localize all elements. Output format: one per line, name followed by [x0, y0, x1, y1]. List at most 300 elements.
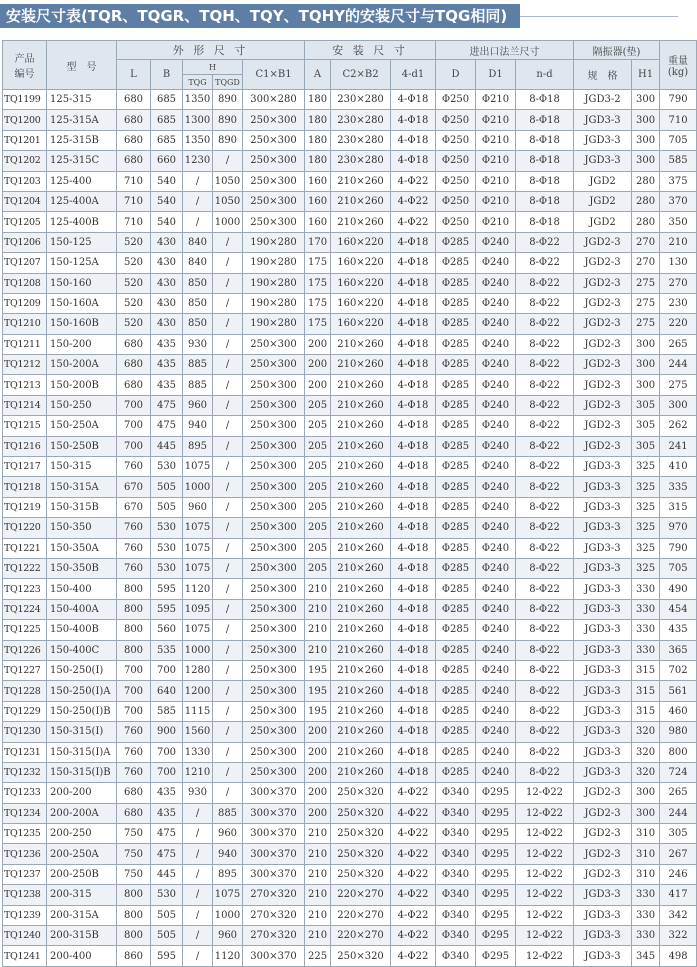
- cell-n-d1: 4-Φ18: [391, 293, 436, 313]
- cell-weight: 275: [660, 375, 697, 395]
- cell-D: Φ285: [436, 253, 476, 273]
- cell-product-no: TQ1232: [3, 762, 47, 782]
- cell-n-d1: 4-Φ18: [391, 722, 436, 742]
- cell-H-TQGD: /: [213, 518, 243, 538]
- cell-B: 685: [151, 110, 183, 130]
- cell-spec: JGD3-3: [574, 518, 632, 538]
- cell-D: Φ285: [436, 273, 476, 293]
- cell-H-TQG: 1280: [183, 660, 213, 680]
- cell-D: Φ340: [436, 926, 476, 946]
- cell-A: 210: [305, 885, 331, 905]
- cell-H-TQGD: 1120: [213, 946, 243, 966]
- cell-C1B1: 250×300: [243, 538, 305, 558]
- cell-H-TQGD: 885: [213, 803, 243, 823]
- cell-H-TQG: 940: [183, 416, 213, 436]
- cell-L: 700: [117, 681, 151, 701]
- cell-L: 750: [117, 864, 151, 884]
- cell-C1B1: 270×320: [243, 905, 305, 925]
- table-row: [3, 477, 697, 497]
- header-C1B1: C1×B1: [243, 60, 305, 90]
- cell-D: Φ340: [436, 946, 476, 966]
- cell-n-d: 8-Φ22: [516, 660, 574, 680]
- cell-product-no: TQ1240: [3, 926, 47, 946]
- cell-model: 200-315: [47, 885, 117, 905]
- cell-H-TQG: 930: [183, 783, 213, 803]
- cell-spec: JGD3-3: [574, 681, 632, 701]
- cell-n-d: 8-Φ18: [516, 110, 574, 130]
- cell-A: 205: [305, 497, 331, 517]
- cell-B: 535: [151, 640, 183, 660]
- cell-spec: JGD3-3: [574, 946, 632, 966]
- cell-A: 205: [305, 436, 331, 456]
- cell-D1: Φ240: [476, 599, 516, 619]
- cell-L: 750: [117, 824, 151, 844]
- cell-n-d1: 4-Φ22: [391, 171, 436, 191]
- cell-model: 150-250B: [47, 436, 117, 456]
- cell-C2B2: 210×260: [331, 395, 391, 415]
- cell-spec: JGD3-3: [574, 130, 632, 150]
- header-TQGD: TQGD: [213, 75, 243, 90]
- cell-H1: 325: [632, 558, 660, 578]
- header-isolator: 隔振器(垫): [574, 41, 660, 60]
- cell-L: 800: [117, 926, 151, 946]
- cell-product-no: TQ1211: [3, 334, 47, 354]
- cell-model: 200-250A: [47, 844, 117, 864]
- cell-spec: JGD2-3: [574, 395, 632, 415]
- cell-B: 475: [151, 416, 183, 436]
- cell-A: 175: [305, 273, 331, 293]
- cell-A: 200: [305, 355, 331, 375]
- cell-L: 680: [117, 90, 151, 110]
- cell-spec: JGD2-3: [574, 783, 632, 803]
- cell-D: Φ285: [436, 375, 476, 395]
- cell-spec: JGD2-3: [574, 253, 632, 273]
- cell-H-TQG: /: [183, 946, 213, 966]
- cell-C1B1: 250×300: [243, 518, 305, 538]
- cell-D1: Φ295: [476, 844, 516, 864]
- cell-B: 435: [151, 355, 183, 375]
- cell-D1: Φ240: [476, 518, 516, 538]
- cell-spec: JGD3-3: [574, 722, 632, 742]
- cell-D1: Φ240: [476, 477, 516, 497]
- cell-H-TQGD: /: [213, 355, 243, 375]
- cell-H-TQGD: /: [213, 558, 243, 578]
- header-weight: 重量 (kg): [660, 41, 697, 90]
- cell-B: 560: [151, 620, 183, 640]
- cell-H1: 320: [632, 742, 660, 762]
- cell-spec: JGD3-3: [574, 926, 632, 946]
- table-row: [3, 640, 697, 660]
- cell-L: 860: [117, 946, 151, 966]
- table-row: [3, 497, 697, 517]
- cell-n-d: 8-Φ18: [516, 90, 574, 110]
- cell-A: 210: [305, 599, 331, 619]
- cell-C1B1: 270×320: [243, 885, 305, 905]
- cell-D1: Φ240: [476, 497, 516, 517]
- cell-H-TQGD: 1075: [213, 885, 243, 905]
- cell-spec: JGD3-3: [574, 701, 632, 721]
- cell-A: 160: [305, 191, 331, 211]
- cell-H1: 330: [632, 620, 660, 640]
- cell-C2B2: 250×320: [331, 844, 391, 864]
- cell-product-no: TQ1235: [3, 824, 47, 844]
- cell-n-d1: 4-Φ18: [391, 538, 436, 558]
- cell-B: 475: [151, 824, 183, 844]
- cell-B: 900: [151, 722, 183, 742]
- cell-C1B1: 250×300: [243, 599, 305, 619]
- cell-A: 200: [305, 375, 331, 395]
- cell-H1: 310: [632, 844, 660, 864]
- cell-H-TQGD: /: [213, 681, 243, 701]
- cell-n-d1: 4-Φ18: [391, 701, 436, 721]
- cell-spec: JGD2-3: [574, 824, 632, 844]
- cell-H-TQG: /: [183, 864, 213, 884]
- cell-spec: JGD3-3: [574, 742, 632, 762]
- cell-D: Φ340: [436, 783, 476, 803]
- cell-D: Φ340: [436, 824, 476, 844]
- cell-B: 435: [151, 375, 183, 395]
- cell-H-TQG: /: [183, 212, 213, 232]
- cell-D: Φ285: [436, 722, 476, 742]
- cell-C2B2: 250×320: [331, 783, 391, 803]
- cell-D1: Φ295: [476, 864, 516, 884]
- cell-spec: JGD3-3: [574, 620, 632, 640]
- cell-n-d: 8-Φ22: [516, 579, 574, 599]
- cell-n-d: 8-Φ22: [516, 457, 574, 477]
- cell-C1B1: 300×280: [243, 90, 305, 110]
- cell-L: 700: [117, 416, 151, 436]
- cell-A: 200: [305, 762, 331, 782]
- cell-n-d: 8-Φ22: [516, 355, 574, 375]
- cell-product-no: TQ1221: [3, 538, 47, 558]
- cell-B: 685: [151, 90, 183, 110]
- cell-H1: 320: [632, 722, 660, 742]
- cell-n-d1: 4-Φ18: [391, 599, 436, 619]
- cell-spec: JGD3-3: [574, 905, 632, 925]
- cell-H-TQG: 1000: [183, 477, 213, 497]
- cell-L: 760: [117, 457, 151, 477]
- cell-L: 760: [117, 558, 151, 578]
- table-row: [3, 681, 697, 701]
- cell-n-d1: 4-Φ22: [391, 885, 436, 905]
- cell-D: Φ285: [436, 334, 476, 354]
- cell-product-no: TQ1238: [3, 885, 47, 905]
- cell-A: 210: [305, 905, 331, 925]
- header-model: 型 号: [47, 41, 117, 90]
- cell-D1: Φ240: [476, 416, 516, 436]
- cell-C1B1: 250×300: [243, 355, 305, 375]
- cell-A: 160: [305, 212, 331, 232]
- cell-D: Φ250: [436, 130, 476, 150]
- cell-C1B1: 300×370: [243, 824, 305, 844]
- cell-product-no: TQ1231: [3, 742, 47, 762]
- cell-H-TQGD: /: [213, 395, 243, 415]
- cell-C1B1: 250×300: [243, 640, 305, 660]
- cell-D1: Φ210: [476, 110, 516, 130]
- cell-H1: 315: [632, 660, 660, 680]
- cell-H-TQG: 960: [183, 497, 213, 517]
- cell-H-TQG: /: [183, 824, 213, 844]
- header-D: D: [436, 60, 476, 90]
- cell-n-d1: 4-Φ18: [391, 110, 436, 130]
- cell-weight: 305: [660, 824, 697, 844]
- cell-D1: Φ295: [476, 783, 516, 803]
- cell-L: 670: [117, 477, 151, 497]
- cell-A: 210: [305, 926, 331, 946]
- cell-weight: 265: [660, 783, 697, 803]
- cell-B: 445: [151, 436, 183, 456]
- cell-D: Φ285: [436, 395, 476, 415]
- cell-B: 435: [151, 803, 183, 823]
- cell-A: 210: [305, 864, 331, 884]
- cell-C1B1: 250×300: [243, 457, 305, 477]
- cell-B: 430: [151, 314, 183, 334]
- cell-product-no: TQ1205: [3, 212, 47, 232]
- cell-spec: JGD2: [574, 191, 632, 211]
- cell-H-TQGD: 1050: [213, 191, 243, 211]
- header-n-d: n-d: [516, 60, 574, 90]
- cell-C1B1: 250×300: [243, 375, 305, 395]
- cell-D: Φ285: [436, 681, 476, 701]
- cell-n-d: 8-Φ22: [516, 599, 574, 619]
- table-row: [3, 783, 697, 803]
- cell-C2B2: 210×260: [331, 375, 391, 395]
- cell-L: 710: [117, 191, 151, 211]
- cell-n-d: 8-Φ22: [516, 518, 574, 538]
- cell-B: 475: [151, 844, 183, 864]
- cell-n-d1: 4-Φ18: [391, 518, 436, 538]
- cell-A: 160: [305, 171, 331, 191]
- cell-H1: 300: [632, 151, 660, 171]
- cell-C1B1: 300×370: [243, 864, 305, 884]
- cell-weight: 790: [660, 538, 697, 558]
- cell-D1: Φ240: [476, 762, 516, 782]
- cell-D1: Φ240: [476, 722, 516, 742]
- cell-D: Φ340: [436, 885, 476, 905]
- cell-C2B2: 230×280: [331, 90, 391, 110]
- cell-H-TQGD: /: [213, 722, 243, 742]
- cell-n-d: 8-Φ22: [516, 273, 574, 293]
- cell-model: 150-350A: [47, 538, 117, 558]
- cell-H1: 330: [632, 885, 660, 905]
- cell-H-TQG: 1075: [183, 457, 213, 477]
- cell-product-no: TQ1203: [3, 171, 47, 191]
- table-row: [3, 395, 697, 415]
- cell-n-d1: 4-Φ18: [391, 497, 436, 517]
- cell-C1B1: 300×370: [243, 803, 305, 823]
- cell-product-no: TQ1214: [3, 395, 47, 415]
- cell-C2B2: 210×260: [331, 620, 391, 640]
- table-header: [3, 41, 697, 90]
- cell-D1: Φ240: [476, 273, 516, 293]
- cell-spec: JGD3-3: [574, 538, 632, 558]
- cell-H1: 305: [632, 436, 660, 456]
- cell-model: 200-200A: [47, 803, 117, 823]
- cell-C1B1: 270×320: [243, 926, 305, 946]
- cell-model: 150-350B: [47, 558, 117, 578]
- cell-C1B1: 250×300: [243, 558, 305, 578]
- cell-H1: 325: [632, 538, 660, 558]
- cell-n-d1: 4-Φ18: [391, 620, 436, 640]
- cell-L: 800: [117, 620, 151, 640]
- cell-model: 150-400: [47, 579, 117, 599]
- cell-model: 150-200A: [47, 355, 117, 375]
- cell-B: 505: [151, 926, 183, 946]
- cell-n-d1: 4-Φ18: [391, 436, 436, 456]
- cell-spec: JGD3-3: [574, 660, 632, 680]
- cell-weight: 210: [660, 232, 697, 252]
- cell-weight: 490: [660, 579, 697, 599]
- cell-n-d1: 4-Φ22: [391, 212, 436, 232]
- cell-C1B1: 250×300: [243, 681, 305, 701]
- cell-model: 150-125A: [47, 253, 117, 273]
- cell-C2B2: 230×280: [331, 110, 391, 130]
- cell-H1: 275: [632, 314, 660, 334]
- cell-B: 540: [151, 212, 183, 232]
- cell-n-d: 12-Φ22: [516, 844, 574, 864]
- cell-n-d: 8-Φ22: [516, 742, 574, 762]
- cell-n-d1: 4-Φ18: [391, 640, 436, 660]
- cell-D: Φ250: [436, 171, 476, 191]
- cell-n-d: 8-Φ22: [516, 558, 574, 578]
- cell-L: 520: [117, 314, 151, 334]
- cell-H-TQGD: /: [213, 538, 243, 558]
- cell-H1: 300: [632, 110, 660, 130]
- cell-D: Φ285: [436, 558, 476, 578]
- cell-H1: 280: [632, 191, 660, 211]
- cell-model: 150-250: [47, 395, 117, 415]
- header-flange-dims: 进出口法兰尺寸: [436, 41, 574, 60]
- cell-D1: Φ240: [476, 436, 516, 456]
- cell-L: 710: [117, 171, 151, 191]
- cell-C1B1: 250×300: [243, 722, 305, 742]
- cell-C1B1: 250×300: [243, 416, 305, 436]
- cell-D1: Φ240: [476, 253, 516, 273]
- cell-B: 505: [151, 477, 183, 497]
- cell-B: 530: [151, 457, 183, 477]
- cell-n-d1: 4-Φ18: [391, 762, 436, 782]
- cell-H-TQGD: /: [213, 314, 243, 334]
- cell-A: 195: [305, 681, 331, 701]
- cell-model: 150-160B: [47, 314, 117, 334]
- cell-H1: 330: [632, 640, 660, 660]
- cell-weight: 315: [660, 497, 697, 517]
- cell-L: 680: [117, 783, 151, 803]
- cell-A: 200: [305, 783, 331, 803]
- cell-D: Φ285: [436, 232, 476, 252]
- cell-H-TQG: 1075: [183, 558, 213, 578]
- cell-L: 520: [117, 273, 151, 293]
- table-row: [3, 864, 697, 884]
- cell-model: 125-315A: [47, 110, 117, 130]
- table-row: [3, 885, 697, 905]
- cell-D: Φ285: [436, 314, 476, 334]
- cell-n-d1: 4-Φ22: [391, 905, 436, 925]
- cell-weight: 244: [660, 803, 697, 823]
- cell-L: 520: [117, 293, 151, 313]
- cell-C2B2: 210×260: [331, 762, 391, 782]
- cell-D1: Φ240: [476, 558, 516, 578]
- cell-H1: 280: [632, 212, 660, 232]
- cell-D: Φ285: [436, 416, 476, 436]
- cell-H-TQG: 1075: [183, 538, 213, 558]
- cell-H-TQG: 1095: [183, 599, 213, 619]
- cell-weight: 454: [660, 599, 697, 619]
- table-row: [3, 436, 697, 456]
- cell-model: 150-200: [47, 334, 117, 354]
- cell-H1: 300: [632, 783, 660, 803]
- cell-C1B1: 250×300: [243, 762, 305, 782]
- header-H1: H1: [632, 60, 660, 90]
- cell-product-no: TQ1226: [3, 640, 47, 660]
- cell-A: 205: [305, 457, 331, 477]
- cell-C1B1: 190×280: [243, 273, 305, 293]
- cell-spec: JGD2-3: [574, 803, 632, 823]
- header-H: H: [183, 60, 243, 75]
- cell-A: 175: [305, 253, 331, 273]
- cell-H-TQGD: /: [213, 579, 243, 599]
- cell-D1: Φ240: [476, 620, 516, 640]
- cell-n-d1: 4-Φ18: [391, 232, 436, 252]
- cell-C2B2: 250×320: [331, 824, 391, 844]
- cell-D: Φ285: [436, 762, 476, 782]
- cell-weight: 370: [660, 191, 697, 211]
- cell-A: 180: [305, 151, 331, 171]
- cell-n-d1: 4-Φ18: [391, 457, 436, 477]
- cell-D: Φ250: [436, 110, 476, 130]
- cell-H-TQGD: /: [213, 416, 243, 436]
- cell-D: Φ285: [436, 497, 476, 517]
- cell-product-no: TQ1215: [3, 416, 47, 436]
- cell-model: 200-250: [47, 824, 117, 844]
- cell-L: 680: [117, 334, 151, 354]
- cell-A: 175: [305, 314, 331, 334]
- cell-D1: Φ210: [476, 212, 516, 232]
- cell-n-d: 8-Φ22: [516, 640, 574, 660]
- cell-H-TQGD: /: [213, 742, 243, 762]
- cell-D1: Φ240: [476, 355, 516, 375]
- cell-L: 750: [117, 844, 151, 864]
- table-row: [3, 905, 697, 925]
- cell-C1B1: 250×300: [243, 620, 305, 640]
- cell-H1: 345: [632, 946, 660, 966]
- cell-n-d: 12-Φ22: [516, 824, 574, 844]
- cell-product-no: TQ1236: [3, 844, 47, 864]
- cell-spec: JGD2-3: [574, 864, 632, 884]
- cell-H1: 270: [632, 232, 660, 252]
- cell-B: 585: [151, 701, 183, 721]
- cell-B: 700: [151, 762, 183, 782]
- cell-H-TQGD: 890: [213, 110, 243, 130]
- cell-weight: 498: [660, 946, 697, 966]
- cell-H-TQG: 885: [183, 375, 213, 395]
- cell-n-d1: 4-Φ18: [391, 558, 436, 578]
- cell-n-d1: 4-Φ18: [391, 742, 436, 762]
- cell-product-no: TQ1230: [3, 722, 47, 742]
- cell-A: 200: [305, 334, 331, 354]
- cell-n-d: 8-Φ18: [516, 130, 574, 150]
- table-row: [3, 355, 697, 375]
- cell-L: 520: [117, 232, 151, 252]
- cell-D1: Φ240: [476, 640, 516, 660]
- cell-D: Φ285: [436, 742, 476, 762]
- cell-product-no: TQ1233: [3, 783, 47, 803]
- cell-weight: 300: [660, 395, 697, 415]
- cell-D: Φ285: [436, 293, 476, 313]
- cell-L: 680: [117, 355, 151, 375]
- table-row: [3, 151, 697, 171]
- cell-A: 225: [305, 946, 331, 966]
